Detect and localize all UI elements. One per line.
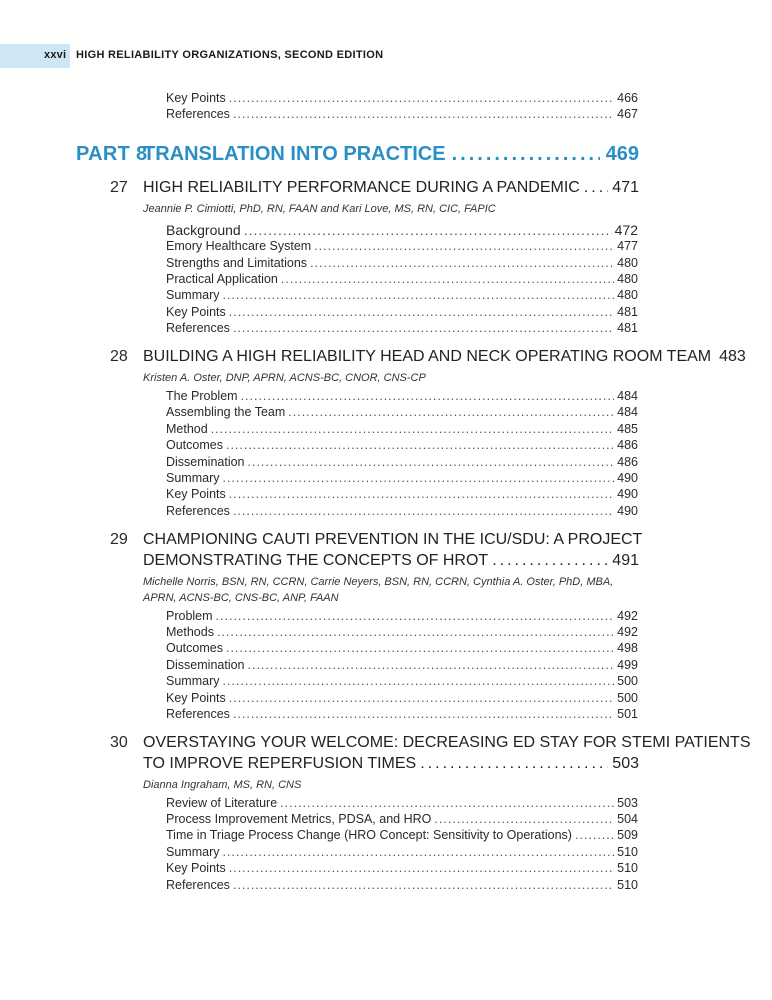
entry-page: 504 xyxy=(617,812,638,826)
part-page: 469 xyxy=(605,143,639,165)
entry-label: Method xyxy=(166,422,208,436)
entry-label: Assembling the Team xyxy=(166,405,286,419)
toc-entry[interactable] xyxy=(166,91,638,105)
toc-entry[interactable] xyxy=(166,504,638,518)
entry-page: 486 xyxy=(617,455,638,469)
entry-page: 480 xyxy=(617,256,638,270)
toc-entry[interactable] xyxy=(166,239,638,253)
part-heading[interactable] xyxy=(143,143,639,166)
entry-page: 501 xyxy=(617,707,638,721)
entry-page: 498 xyxy=(617,641,638,655)
entry-page: 500 xyxy=(617,691,638,705)
entry-label: Dissemination xyxy=(166,455,245,469)
entry-label: References xyxy=(166,707,230,721)
chapter-page: 471 xyxy=(612,179,639,196)
entry-page: 510 xyxy=(617,878,638,892)
chapter-title-text: HIGH RELIABILITY PERFORMANCE DURING A PANDEMIC xyxy=(143,179,580,196)
entry-page: 481 xyxy=(617,305,638,319)
toc-entry[interactable] xyxy=(166,812,638,826)
entry-label: Emory Healthcare System xyxy=(166,239,312,253)
toc-entry[interactable] xyxy=(166,256,638,270)
entry-label: Dissemination xyxy=(166,658,245,672)
chapter-number: 27 xyxy=(110,179,128,196)
chapter-authors: Dianna Ingraham, MS, RN, CNS xyxy=(143,779,302,791)
toc-entry[interactable] xyxy=(166,389,638,403)
chapter-title[interactable] xyxy=(143,755,639,773)
toc-entry[interactable] xyxy=(166,878,638,892)
entry-page: 499 xyxy=(617,658,638,672)
toc-entry[interactable] xyxy=(166,321,638,335)
entry-page: 500 xyxy=(617,674,638,688)
entry-label: Methods xyxy=(166,625,214,639)
book-title: HIGH RELIABILITY ORGANIZATIONS, SECOND EDITION xyxy=(76,49,384,61)
page-folio: xxvi xyxy=(44,49,67,61)
entry-page: 490 xyxy=(617,471,638,485)
entry-label: Strengths and Limitations xyxy=(166,256,308,270)
chapter-authors: Jeannie P. Cimiotti, PhD, RN, FAAN and Kari Love, MS, RN, CIC, FAPIC xyxy=(143,203,496,215)
toc-entry[interactable] xyxy=(166,796,638,810)
toc-entry[interactable] xyxy=(166,845,638,859)
entry-page: 490 xyxy=(617,504,638,518)
toc-entry[interactable] xyxy=(166,471,638,485)
chapter-title[interactable] xyxy=(143,179,639,197)
toc-entry[interactable] xyxy=(166,455,638,469)
entry-label: Problem xyxy=(166,609,213,623)
entry-page: 472 xyxy=(614,222,638,238)
entry-page: 485 xyxy=(617,422,638,436)
chapter-title-text: TO IMPROVE REPERFUSION TIMES xyxy=(143,755,417,772)
entry-page: 510 xyxy=(617,845,638,859)
entry-page: 477 xyxy=(617,239,638,253)
entry-label: Summary xyxy=(166,288,220,302)
entry-label: Background xyxy=(166,222,241,238)
chapter-authors: Kristen A. Oster, DNP, APRN, ACNS-BC, CNOR, CNS-CP xyxy=(143,372,426,384)
toc-entry[interactable] xyxy=(166,405,638,419)
toc-entry[interactable] xyxy=(166,658,638,672)
toc-entry[interactable] xyxy=(166,707,638,721)
entry-label: Outcomes xyxy=(166,641,223,655)
chapter-authors: Michelle Norris, BSN, RN, CCRN, Carrie Neyers, BSN, RN, CCRN, Cynthia A. Oster, PhD, MBA, APRN, ACNS-BC, CNS-BC, ANP, FAAN xyxy=(143,576,614,604)
toc-entry[interactable] xyxy=(166,609,638,623)
entry-label: Key Points xyxy=(166,691,226,705)
chapter-title[interactable] xyxy=(143,552,639,570)
entry-label: The Problem xyxy=(166,389,238,403)
toc-entry[interactable] xyxy=(166,422,638,436)
entry-page: 467 xyxy=(617,107,638,121)
toc-entry[interactable] xyxy=(166,641,638,655)
toc-entry[interactable] xyxy=(166,107,638,121)
chapter-title[interactable] xyxy=(143,348,746,366)
chapter-page: 483 xyxy=(719,348,746,365)
entry-label: References xyxy=(166,878,230,892)
entry-label: Practical Application xyxy=(166,272,278,286)
entry-label: Key Points xyxy=(166,861,226,875)
chapter-page: 503 xyxy=(612,755,639,772)
part-title: TRANSLATION INTO PRACTICE xyxy=(143,143,446,165)
chapter-number: 29 xyxy=(110,531,128,548)
entry-page: 480 xyxy=(617,288,638,302)
toc-entry[interactable] xyxy=(166,288,638,302)
chapter-number: 28 xyxy=(110,348,128,365)
entry-page: 484 xyxy=(617,405,638,419)
entry-page: 509 xyxy=(617,828,638,842)
entry-page: 484 xyxy=(617,389,638,403)
entry-label: References xyxy=(166,107,230,121)
toc-entry[interactable] xyxy=(166,625,638,639)
entry-label: Summary xyxy=(166,674,220,688)
chapter-page: 491 xyxy=(612,552,639,569)
chapter-title-text: BUILDING A HIGH RELIABILITY HEAD AND NECK OPERATING ROOM TEAM xyxy=(143,348,712,365)
entry-page: 510 xyxy=(617,861,638,875)
toc-entry[interactable] xyxy=(166,438,638,452)
entry-page: 466 xyxy=(617,91,638,105)
chapter-title-line[interactable]: CHAMPIONING CAUTI PREVENTION IN THE ICU/SDU: A PROJECT xyxy=(143,531,643,548)
chapter-title-text: DEMONSTRATING THE CONCEPTS OF HROT xyxy=(143,552,489,569)
entry-label: Summary xyxy=(166,845,220,859)
entry-label: Key Points xyxy=(166,487,226,501)
toc-entry[interactable] xyxy=(166,222,638,238)
entry-label: References xyxy=(166,321,230,335)
entry-label: Outcomes xyxy=(166,438,223,452)
toc-entry[interactable] xyxy=(166,674,638,688)
part-number: PART 8 xyxy=(76,143,148,165)
toc-entry[interactable] xyxy=(166,272,638,286)
entry-page: 486 xyxy=(617,438,638,452)
toc-entry[interactable] xyxy=(166,305,638,319)
entry-page: 480 xyxy=(617,272,638,286)
entry-label: Process Improvement Metrics, PDSA, and HRO xyxy=(166,812,432,826)
entry-page: 490 xyxy=(617,487,638,501)
entry-page: 503 xyxy=(617,796,638,810)
toc-entry[interactable] xyxy=(166,487,638,501)
entry-page: 492 xyxy=(617,625,638,639)
entry-label: References xyxy=(166,504,230,518)
entry-page: 481 xyxy=(617,321,638,335)
chapter-number: 30 xyxy=(110,734,128,751)
entry-label: Key Points xyxy=(166,91,226,105)
toc-entry[interactable] xyxy=(166,828,638,842)
entry-label: Review of Literature xyxy=(166,796,278,810)
toc-entry[interactable] xyxy=(166,691,638,705)
entry-label: Key Points xyxy=(166,305,226,319)
entry-page: 492 xyxy=(617,609,638,623)
entry-label: Time in Triage Process Change (HRO Concept: Sensitivity to Operations) xyxy=(166,828,572,842)
chapter-title-line[interactable]: OVERSTAYING YOUR WELCOME: DECREASING ED STAY FOR STEMI PATIENTS xyxy=(143,734,751,751)
entry-label: Summary xyxy=(166,471,220,485)
toc-entry[interactable] xyxy=(166,861,638,875)
